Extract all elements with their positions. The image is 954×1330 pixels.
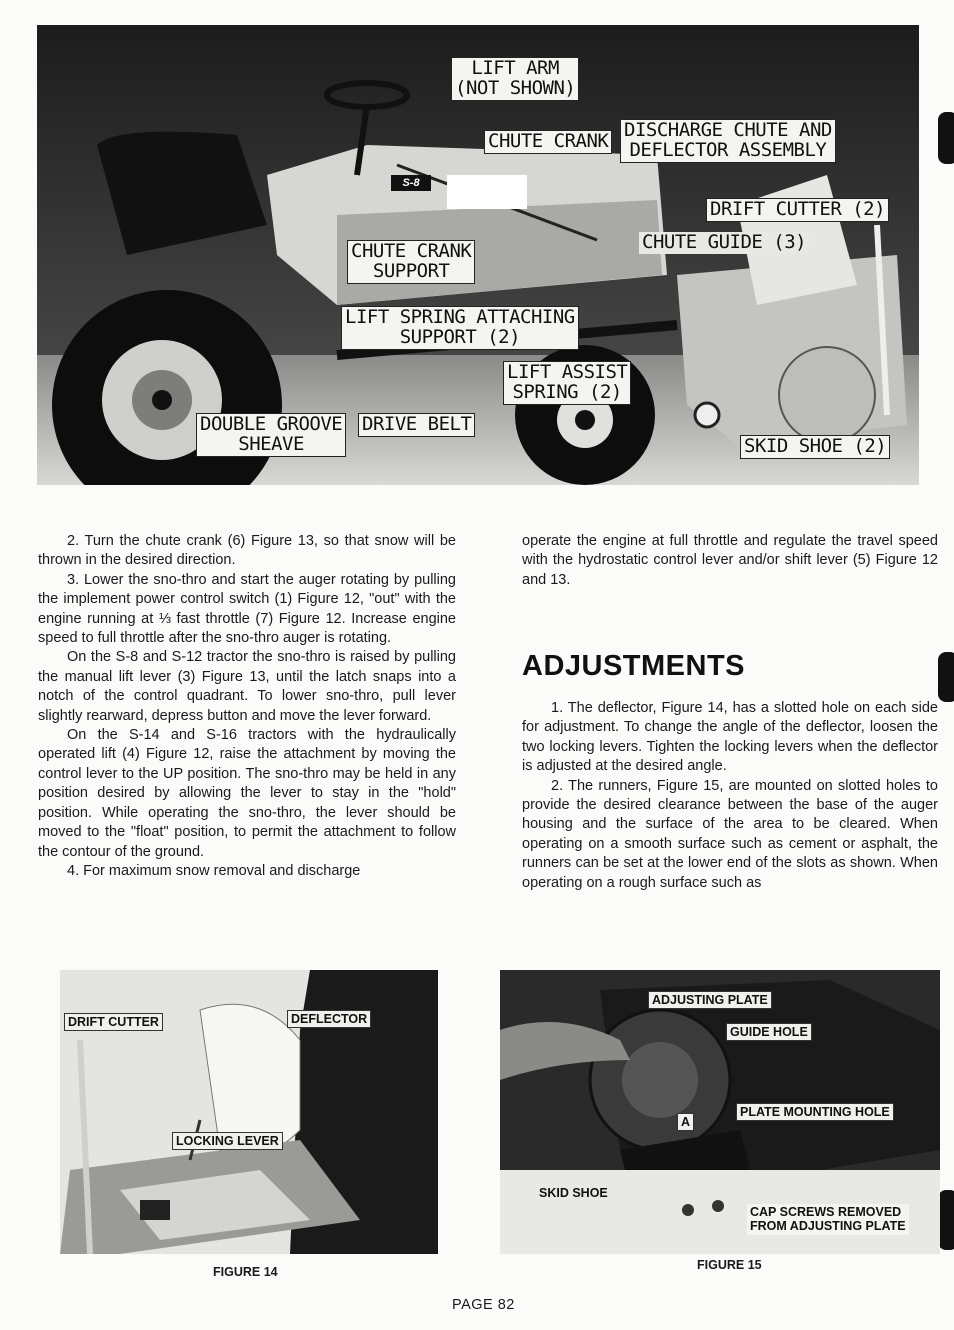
fig14-label-deflector: DEFLECTOR xyxy=(287,1010,371,1028)
adjustments-text xyxy=(522,699,938,893)
fig14-label-drift-cutter: DRIFT CUTTER xyxy=(64,1013,163,1031)
paragraph: 2. The runners, Figure 15, are mounted on slotted holes to provide the desired clearance between the base of the auger housing and the surface of the area to be cleared. When operating on a smooth surface such as cement or asphalt, the runners can be set at the lower end of the slots as shown. When operating on a rough surface such as xyxy=(522,777,938,891)
figure-14-caption: FIGURE 14 xyxy=(213,1265,278,1279)
fig15-label-plate-mounting-hole: PLATE MOUNTING HOLE xyxy=(736,1103,894,1121)
label-chute-guide: CHUTE GUIDE (3) xyxy=(639,232,809,254)
paragraph: operate the engine at full throttle and regulate the travel speed with the hydrostatic control lever and/or shift lever (5) Figure 12 and 13. xyxy=(522,533,938,588)
s8-badge: S-8 xyxy=(391,175,431,191)
paragraph: 3. Lower the sno-thro and start the auger rotating by pulling the implement power control switch (1) Figure 12, "out" with the engine running at ⅓ fast throttle (7) Figure 12. Increase engine speed to full throttle after the sno-thro auger is rotating. xyxy=(38,571,456,647)
paragraph: 2. Turn the chute crank (6) Figure 13, so that snow will be thrown in the desired direction. xyxy=(38,533,456,569)
fig15-label-adjusting-plate: ADJUSTING PLATE xyxy=(648,991,772,1009)
figure-15-caption: FIGURE 15 xyxy=(697,1258,762,1272)
fig15-label-skid-shoe: SKID SHOE xyxy=(539,1186,608,1200)
label-drift-cutter: DRIFT CUTTER (2) xyxy=(706,198,889,222)
paragraph: 1. The deflector, Figure 14, has a slotted hole on each side for adjustment. To change the angle of the deflector, loosen the two locking levers. Tighten the locking levers when the deflector is adjusted at the desired angle. xyxy=(522,700,938,775)
paragraph: 4. For maximum snow removal and discharge xyxy=(67,862,361,879)
label-double-groove-sheave: DOUBLE GROOVE SHEAVE xyxy=(196,413,346,457)
label-drive-belt: DRIVE BELT xyxy=(358,413,475,437)
label-lift-spring-support: LIFT SPRING ATTACHING SUPPORT (2) xyxy=(341,306,579,350)
label-chute-crank-support: CHUTE CRANK SUPPORT xyxy=(347,240,475,284)
label-chute-crank: CHUTE CRANK xyxy=(484,130,612,154)
fig15-label-cap-screws: CAP SCREWS REMOVED FROM ADJUSTING PLATE xyxy=(747,1204,909,1235)
label-skid-shoe: SKID SHOE (2) xyxy=(740,435,890,459)
page-number: PAGE 82 xyxy=(452,1297,515,1313)
paragraph: On the S-14 and S-16 tractors with the hydraulically operated lift (4) Figure 12, raise the attachment by moving the control lever to the UP position. The sno-thro may be held in any position desired by allowing the lever to stay in the "hold" position. While operating the sno-thro, the lever should be moved to the "float" position, to permit the attachment to follow the contour of the ground. xyxy=(38,727,456,860)
label-lift-assist-spring: LIFT ASSIST SPRING (2) xyxy=(503,361,631,405)
label-discharge-chute: DISCHARGE CHUTE AND DEFLECTOR ASSEMBLY xyxy=(620,119,836,163)
edge-tab-marker xyxy=(938,1190,954,1250)
right-column-text xyxy=(522,532,938,590)
fig14-label-locking-lever: LOCKING LEVER xyxy=(172,1132,283,1150)
paragraph: On the S-8 and S-12 tractor the sno-thro is raised by pulling the manual lift lever (3) Figure 13, until the latch snaps into a notch of the control quadrant. To lower sno-thro, pull lever slightly rearward, depress button and move the lever forward. xyxy=(38,649,456,724)
badge-panel xyxy=(447,175,527,209)
fig15-label-a: A xyxy=(677,1113,694,1131)
label-lift-arm: LIFT ARM (NOT SHOWN) xyxy=(451,57,579,101)
left-column-text xyxy=(38,532,456,881)
edge-tab-marker xyxy=(938,112,954,164)
section-heading-adjustments: ADJUSTMENTS xyxy=(522,650,746,682)
fig15-label-guide-hole: GUIDE HOLE xyxy=(726,1023,812,1041)
edge-tab-marker xyxy=(938,652,954,702)
